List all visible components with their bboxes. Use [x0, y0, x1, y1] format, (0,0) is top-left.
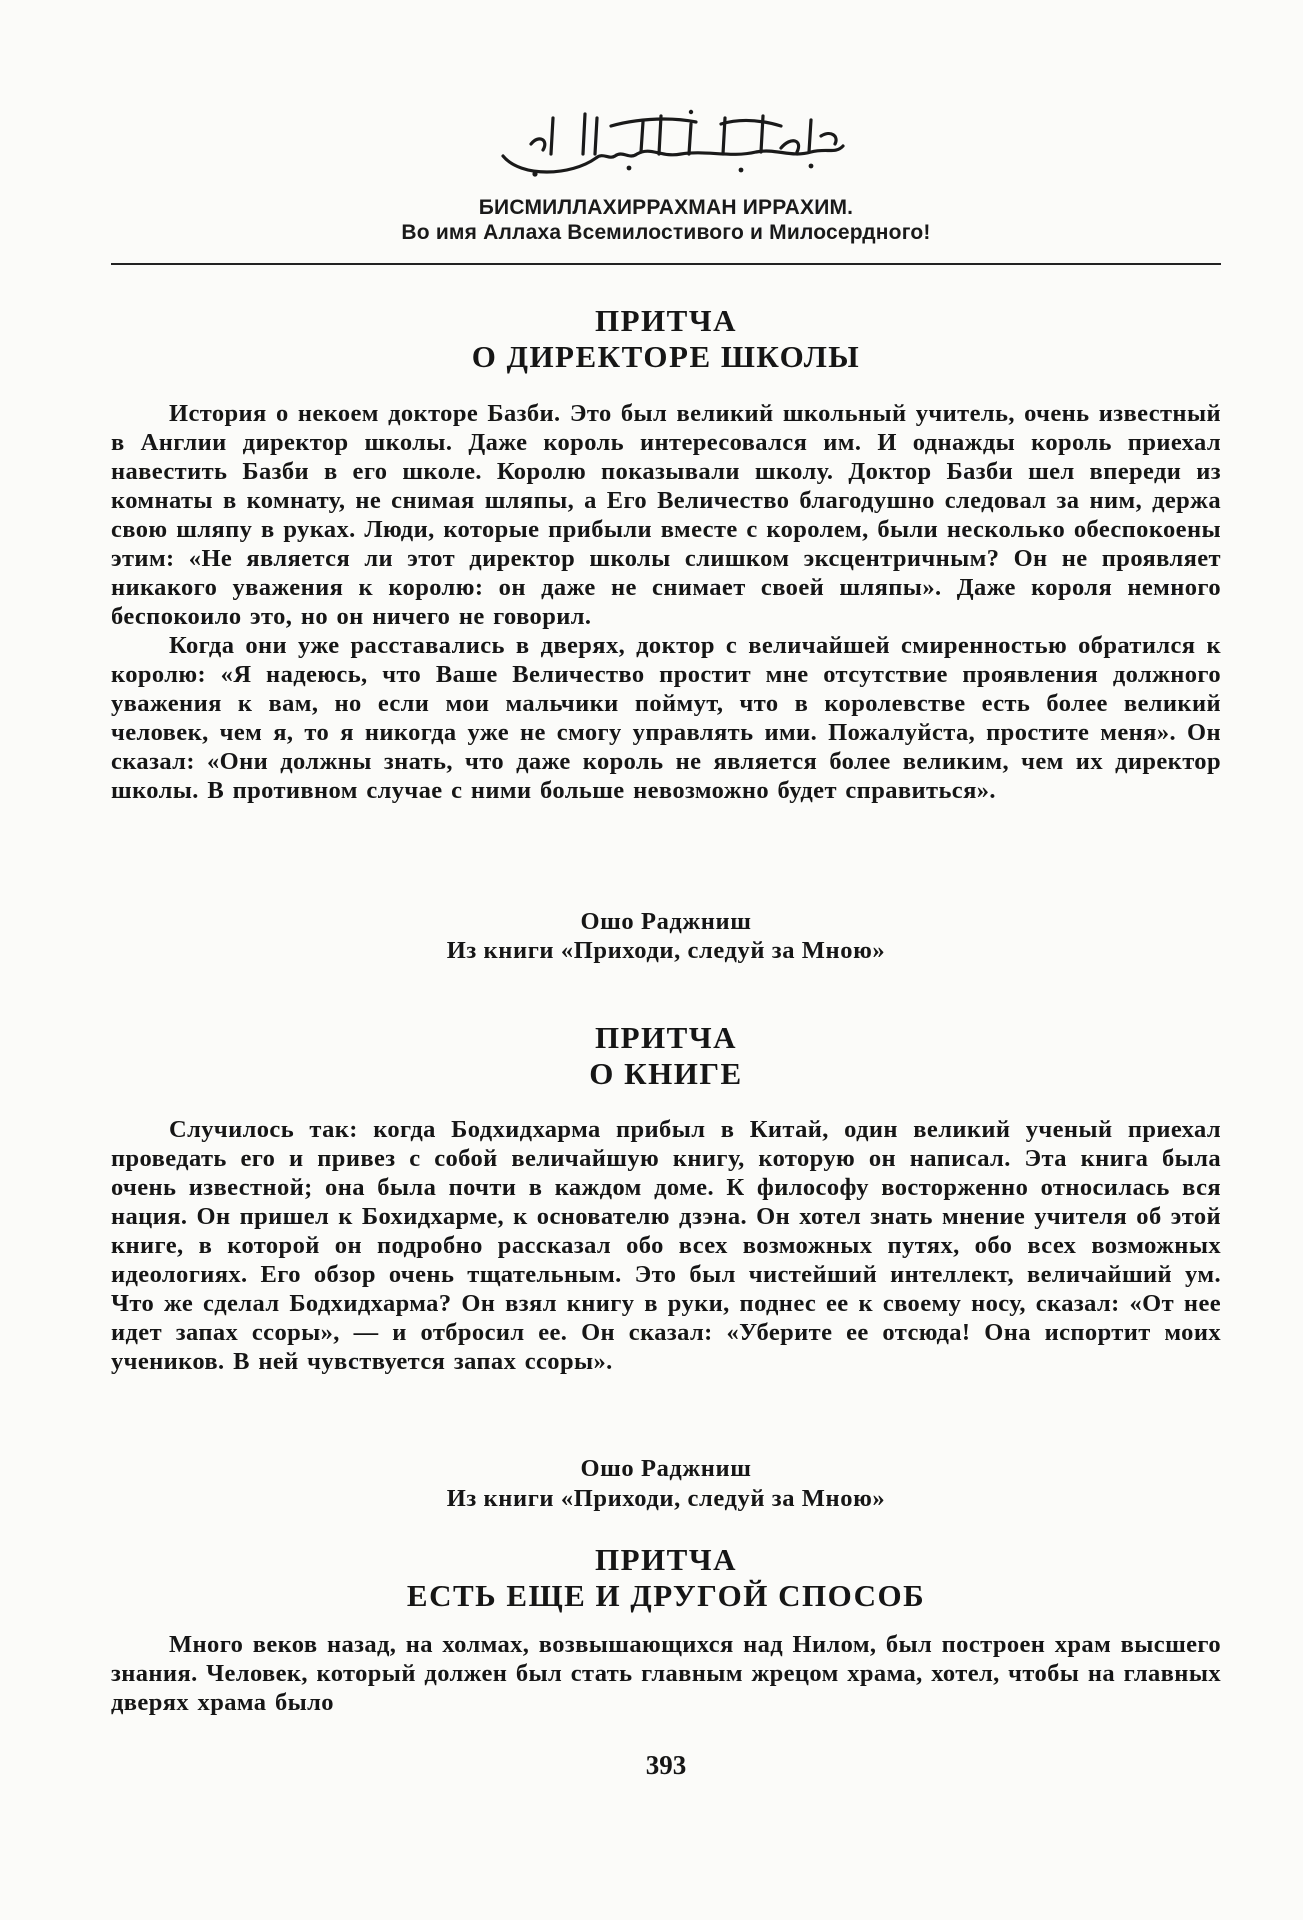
- basmala-calligraphy: [491, 96, 851, 186]
- section-2-body: [111, 1115, 1221, 1376]
- section-2-author: Ошо Раджниш: [580, 1455, 752, 1482]
- page-number: 393: [645, 1750, 687, 1780]
- section-1-title-line2: О ДИРЕКТОРЕ ШКОЛЫ: [471, 339, 861, 374]
- section-1-source: Из книги «Приходи, следуй за Мною»: [446, 937, 886, 964]
- section-3-title: [111, 1542, 1221, 1614]
- basmala-translation: Во имя Аллаха Всемилостивого и Милосердного!: [401, 221, 931, 244]
- section-1-paragraph-1: История о некоем докторе Базби. Это был великий школьный учитель, очень известный в Англии директор школы. Даже король интересовался им. И однажды король приехал навестить Базби в его школе. Королю показывали школу. Доктор Базби шел впереди из комнаты в комнату, не снимая шляпы, а Его Величество благодушно следовал за ним, держа свою шляпу в руках. Люди, которые прибыли вместе с королем, были несколько обеспокоены этим: «Не является ли этот директор школы слишком эксцентричным? Он не проявляет никакого уважения к королю: он даже не снимает своей шляпы». Даже короля немного беспокоило это, но он ничего не говорил.: [111, 400, 1221, 630]
- basmala-transliteration: БИСМИЛЛАХИРРАХМАН ИРРАХИМ.: [478, 196, 854, 219]
- section-1-author: Ошо Раджниш: [580, 908, 752, 935]
- header-divider: [111, 263, 1221, 265]
- section-1-paragraph-2: Когда они уже расставались в дверях, доктор с величайшей смиренностью обратился к королю: «Я надеюсь, что Ваше Величество простит мне отсутствие проявления должного уважения к вам, но если мои мальчики поймут, что в королевстве есть более великий человек, чем я, то я никогда уже не смогу управлять ими. Пожалуйста, простите меня». Он сказал: «Они должны знать, что даже король не является более великим, чем их директор школы. В противном случае с ними больше невозможно будет справиться».: [111, 632, 1221, 804]
- section-2-paragraph-1: Случилось так: когда Бодхидхарма прибыл в Китай, один великий ученый приехал проведать его и привез с собой величайшую книгу, которую он написал. Эта книга была очень известной; она была почти в каждом доме. К философу восторженно относилась вся нация. Он пришел к Бохидхарме, к основателю дзэна. Он хотел знать мнение учителя об этой книге, в которой он подробно рассказал обо всех возможных путях, обо всех возможных идеологиях. Его обзор очень тщательным. Это был чистейший интеллект, величайший ум. Что же сделал Бодхидхарма? Он взял книгу в руки, поднес ее к своему носу, сказал: «От нее идет запах ссоры», — и отбросил ее. Он сказал: «Уберите ее отсюда! Она испортит моих учеников. В ней чувствуется запах ссоры».: [111, 1116, 1221, 1375]
- section-2-title: [111, 1020, 1221, 1092]
- section-1-body: [111, 399, 1221, 805]
- section-1-title-line1: ПРИТЧА: [595, 303, 737, 338]
- section-2-source: Из книги «Приходи, следуй за Мною»: [446, 1485, 886, 1512]
- section-2-title-line1: ПРИТЧА: [595, 1020, 737, 1055]
- section-3-title-line1: ПРИТЧА: [595, 1542, 737, 1577]
- section-1-title: [111, 303, 1221, 375]
- section-3-body: [111, 1630, 1221, 1717]
- section-3-title-line2: ЕСТЬ ЕЩЕ И ДРУГОЙ СПОСОБ: [406, 1578, 926, 1613]
- section-2-title-line2: О КНИГЕ: [589, 1056, 743, 1091]
- section-3-paragraph-1: Много веков назад, на холмах, возвышающихся над Нилом, был построен храм высшего знания. Человек, который должен был стать главным жрецом храма, хотел, чтобы на главных дверях храма было: [111, 1631, 1221, 1716]
